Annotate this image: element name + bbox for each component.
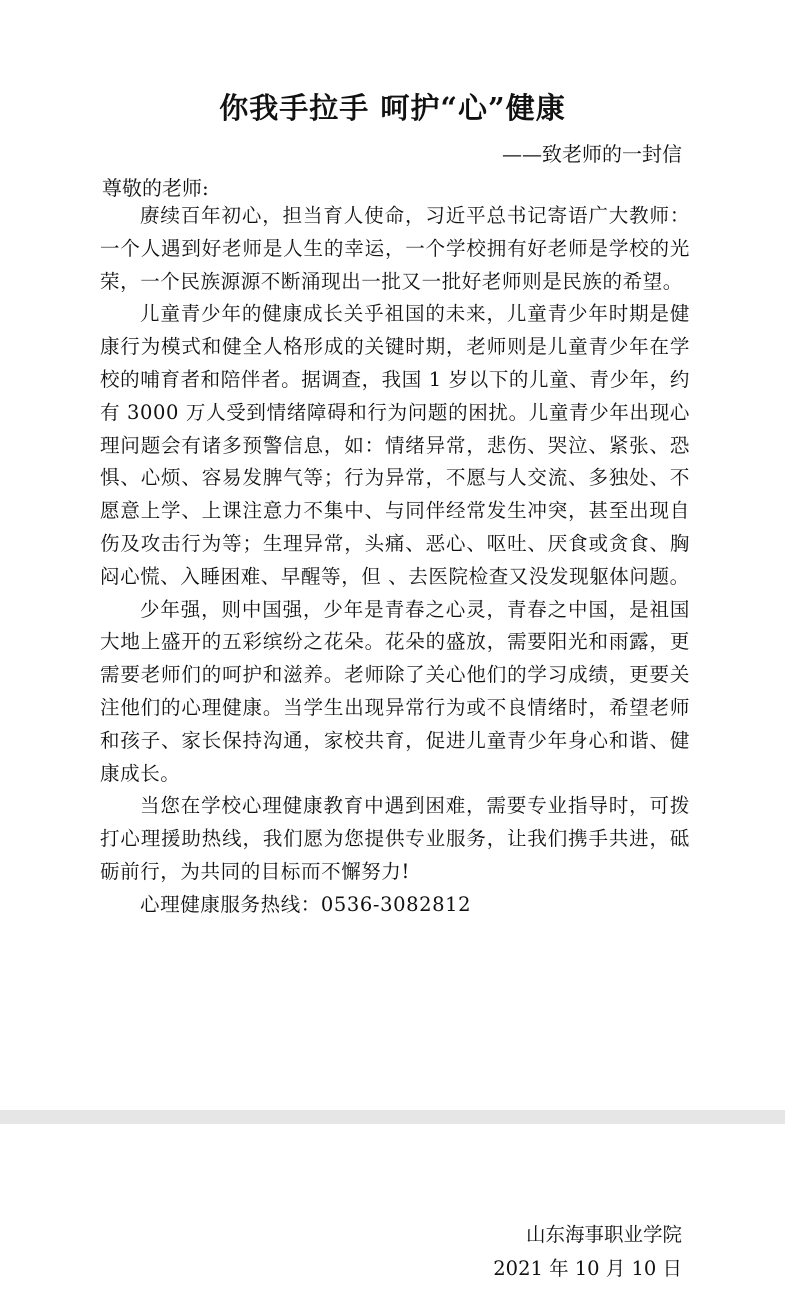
paragraph-1: 赓续百年初心，担当育人使命，习近平总书记寄语广大教师：一个人遇到好老师是人生的幸运，一个学校拥有好老师是学校的光荣，一个民族源源不断涌现出一批又一批好老师则是民族的希望。	[100, 204, 690, 293]
paragraph-4: 当您在学校心理健康教育中遇到困难，需要专业指导时，可拨打心理援助热线，我们愿为您提供专业服务，让我们携手共进，砥砺前行，为共同的目标而不懈努力!	[100, 794, 690, 883]
letter-subtitle: ——致老师的一封信	[502, 142, 682, 166]
signature-block	[493, 1218, 682, 1286]
page-separator	[0, 1110, 785, 1124]
letter-date: 2021 年 10 月 10 日	[493, 1257, 682, 1280]
paragraph-3: 少年强，则中国强，少年是青春之心灵，青春之中国，是祖国大地上盛开的五彩缤纷之花朵。花朵的盛放，需要阳光和雨露，更需要老师们的呵护和滋养。老师除了关心他们的学习成绩，更要关注他们的心理健康。当学生出现异常行为或不良情绪时，希望老师和孩子、家长保持沟通，家校共育，促进儿童青少年身心和谐、健康成长。	[100, 597, 690, 785]
letter-body	[100, 200, 690, 922]
paragraph-2: 儿童青少年的健康成长关乎祖国的未来，儿童青少年时期是健康行为模式和健全人格形成的关键时期，老师则是儿童青少年在学校的哺育者和陪伴者。据调查，我国 1 岁以下的儿童、青少年，约有 3000 万人受到情绪障碍和行为问题的困扰。儿童青少年出现心理问题会有诸多预警信息，如：情绪异常，悲伤、哭泣、紧张、恐惧、心烦、容易发脾气等；行为异常，不愿与人交流、多独处、不愿意上学、上课注意力不集中、与同伴经常发生冲突，甚至出现自伤及攻击行为等；生理异常，头痛、恶心、呕吐、厌食或贪食、胸闷心慌、入睡困难、早醒等，但 、去医院检查又没发现躯体问题。	[100, 302, 690, 588]
letter-title: 你我手拉手 呵护“心”健康	[219, 91, 566, 125]
hotline-line: 心理健康服务热线：0536-3082812	[140, 892, 472, 916]
organization-name: 山东海事职业学院	[525, 1223, 682, 1246]
salutation: 尊敬的老师:	[102, 176, 209, 200]
